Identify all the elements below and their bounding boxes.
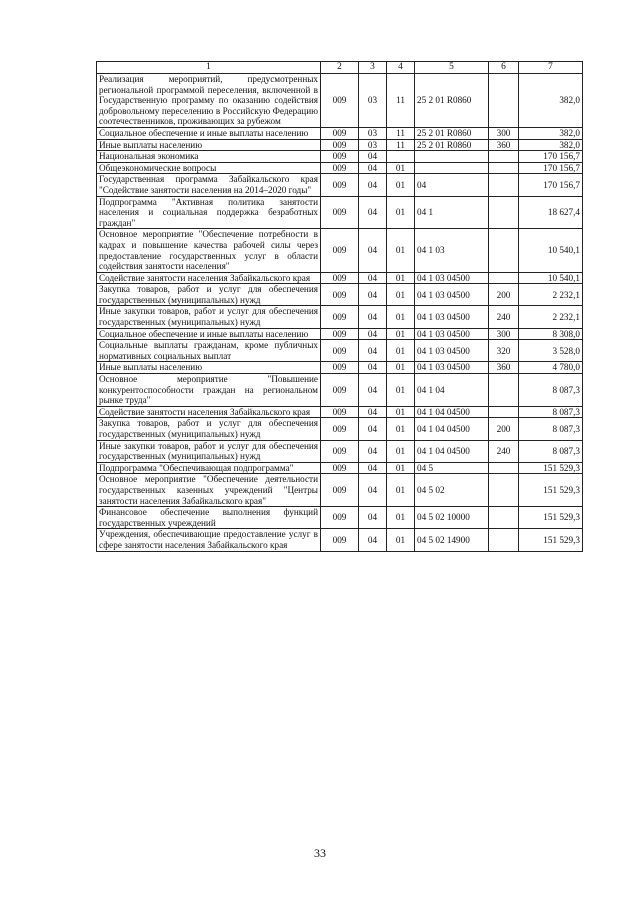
rz-cell: 04	[359, 507, 387, 529]
ved-cell: 009	[321, 174, 359, 196]
row-name-cell: Общеэкономические вопросы	[97, 162, 321, 174]
vr-cell	[489, 229, 519, 272]
csr-cell: 25 2 01 R0860	[415, 139, 489, 151]
pr-cell: 01	[387, 462, 415, 474]
vr-cell: 200	[489, 418, 519, 440]
rz-cell: 04	[359, 151, 387, 163]
csr-cell: 04 5 02	[415, 474, 489, 507]
vr-cell	[489, 74, 519, 128]
pr-cell: 01	[387, 162, 415, 174]
rz-cell: 03	[359, 74, 387, 128]
vr-cell	[489, 374, 519, 407]
ved-cell: 009	[321, 328, 359, 340]
rz-cell: 04	[359, 284, 387, 306]
row-name-cell: Социальное обеспечение и иные выплаты населению	[97, 127, 321, 139]
pr-cell: 01	[387, 406, 415, 418]
vr-cell	[489, 272, 519, 284]
row-name-cell: Закупка товаров, работ и услуг для обеспечения государственных (муниципальных) нужд	[97, 284, 321, 306]
ved-cell: 009	[321, 272, 359, 284]
rz-cell: 04	[359, 362, 387, 374]
row-name-cell: Основное мероприятие "Обеспечение потребности в кадрах и повышение качества рабочей силы через предоставление государственных услуг в области содействия занятости населения"	[97, 229, 321, 272]
col-header-vr: 6	[489, 62, 519, 74]
csr-cell: 04 5 02 10000	[415, 507, 489, 529]
ved-cell: 009	[321, 127, 359, 139]
sum-cell: 170 156,7	[519, 162, 583, 174]
vr-cell: 360	[489, 139, 519, 151]
ved-cell: 009	[321, 362, 359, 374]
sum-cell: 8 087,3	[519, 440, 583, 462]
table-row	[97, 196, 583, 229]
pr-cell: 01	[387, 306, 415, 328]
sum-cell: 382,0	[519, 127, 583, 139]
table-row	[97, 328, 583, 340]
sum-cell: 8 087,3	[519, 418, 583, 440]
col-header-name: 1	[97, 62, 321, 74]
csr-cell: 04 1 04	[415, 374, 489, 407]
table-row	[97, 272, 583, 284]
col-header-sum: 7	[519, 62, 583, 74]
sum-cell: 8 087,3	[519, 406, 583, 418]
col-header-ved: 2	[321, 62, 359, 74]
csr-cell: 25 2 01 R0860	[415, 127, 489, 139]
pr-cell: 01	[387, 272, 415, 284]
csr-cell: 04 1 03 04500	[415, 362, 489, 374]
sum-cell: 382,0	[519, 139, 583, 151]
ved-cell: 009	[321, 196, 359, 229]
pr-cell: 01	[387, 340, 415, 362]
ved-cell: 009	[321, 162, 359, 174]
pr-cell: 01	[387, 418, 415, 440]
pr-cell: 01	[387, 440, 415, 462]
rz-cell: 04	[359, 328, 387, 340]
ved-cell: 009	[321, 139, 359, 151]
ved-cell: 009	[321, 507, 359, 529]
row-name-cell: Подпрограмма "Обеспечивающая подпрограмма"	[97, 462, 321, 474]
rz-cell: 04	[359, 529, 387, 551]
table-row	[97, 374, 583, 407]
row-name-cell: Основное мероприятие "Обеспечение деятельности государственных казенных учреждений "Центры занятости населения Забайкальского края"	[97, 474, 321, 507]
pr-cell: 01	[387, 374, 415, 407]
pr-cell: 11	[387, 127, 415, 139]
pr-cell: 01	[387, 529, 415, 551]
table-row	[97, 507, 583, 529]
vr-cell: 360	[489, 362, 519, 374]
table-row	[97, 340, 583, 362]
ved-cell: 009	[321, 374, 359, 407]
row-name-cell: Учреждения, обеспечивающие предоставление услуг в сфере занятости населения Забайкальского края	[97, 529, 321, 551]
vr-cell	[489, 162, 519, 174]
ved-cell: 009	[321, 306, 359, 328]
row-name-cell: Иные выплаты населению	[97, 139, 321, 151]
row-name-cell: Иные выплаты населению	[97, 362, 321, 374]
rz-cell: 04	[359, 162, 387, 174]
table-row	[97, 406, 583, 418]
ved-cell: 009	[321, 440, 359, 462]
table-row	[97, 151, 583, 163]
pr-cell: 11	[387, 139, 415, 151]
ved-cell: 009	[321, 529, 359, 551]
row-name-cell: Подпрограмма "Активная политика занятости населения и социальная поддержка безработных граждан"	[97, 196, 321, 229]
vr-cell	[489, 462, 519, 474]
rz-cell: 04	[359, 440, 387, 462]
row-name-cell: Основное мероприятие "Повышение конкурентоспособности граждан на региональном рынке труда"	[97, 374, 321, 407]
rz-cell: 04	[359, 374, 387, 407]
col-header-rz: 3	[359, 62, 387, 74]
csr-cell: 04 1 03	[415, 229, 489, 272]
vr-cell	[489, 474, 519, 507]
csr-cell: 04 1 03 04500	[415, 306, 489, 328]
sum-cell: 8 087,3	[519, 374, 583, 407]
ved-cell: 009	[321, 151, 359, 163]
sum-cell: 151 529,3	[519, 474, 583, 507]
sum-cell: 4 780,0	[519, 362, 583, 374]
header-row	[97, 62, 583, 74]
csr-cell	[415, 151, 489, 163]
sum-cell: 151 529,3	[519, 462, 583, 474]
table-row	[97, 529, 583, 551]
sum-cell: 8 308,0	[519, 328, 583, 340]
pr-cell: 01	[387, 174, 415, 196]
table-row	[97, 418, 583, 440]
row-name-cell: Содействие занятости населения Забайкальского края	[97, 272, 321, 284]
rz-cell: 04	[359, 272, 387, 284]
table-row	[97, 474, 583, 507]
table-row	[97, 74, 583, 128]
csr-cell: 04 1 03 04500	[415, 340, 489, 362]
ved-cell: 009	[321, 418, 359, 440]
rz-cell: 03	[359, 127, 387, 139]
sum-cell: 10 540,1	[519, 229, 583, 272]
vr-cell	[489, 151, 519, 163]
csr-cell: 04 1	[415, 196, 489, 229]
row-name-cell: Реализация мероприятий, предусмотренных региональной программой переселения, включенной в Государственную программу по оказанию содействия добровольному переселению в Российскую Федерацию соотечественников, проживающих за рубежом	[97, 74, 321, 128]
row-name-cell: Социальные выплаты гражданам, кроме публичных нормативных социальных выплат	[97, 340, 321, 362]
csr-cell: 04 5	[415, 462, 489, 474]
table-row	[97, 362, 583, 374]
page-number: 33	[314, 846, 326, 860]
rz-cell: 04	[359, 174, 387, 196]
ved-cell: 009	[321, 284, 359, 306]
row-name-cell: Национальная экономика	[97, 151, 321, 163]
csr-cell: 04 1 03 04500	[415, 328, 489, 340]
csr-cell: 04 1 04 04500	[415, 406, 489, 418]
sum-cell: 151 529,3	[519, 507, 583, 529]
pr-cell: 01	[387, 474, 415, 507]
pr-cell: 01	[387, 362, 415, 374]
ved-cell: 009	[321, 74, 359, 128]
sum-cell: 170 156,7	[519, 151, 583, 163]
col-header-pr: 4	[387, 62, 415, 74]
vr-cell: 300	[489, 328, 519, 340]
table-row	[97, 440, 583, 462]
table-row	[97, 127, 583, 139]
rz-cell: 04	[359, 462, 387, 474]
pr-cell: 01	[387, 328, 415, 340]
rz-cell: 04	[359, 196, 387, 229]
vr-cell	[489, 406, 519, 418]
pr-cell: 01	[387, 196, 415, 229]
table-row	[97, 462, 583, 474]
pr-cell	[387, 151, 415, 163]
csr-cell: 04 1 04 04500	[415, 418, 489, 440]
sum-cell: 10 540,1	[519, 272, 583, 284]
row-name-cell: Содействие занятости населения Забайкальского края	[97, 406, 321, 418]
vr-cell: 200	[489, 284, 519, 306]
csr-cell: 25 2 01 R0860	[415, 74, 489, 128]
table-row	[97, 306, 583, 328]
row-name-cell: Финансовое обеспечение выполнения функций государственных учреждений	[97, 507, 321, 529]
sum-cell: 382,0	[519, 74, 583, 128]
rz-cell: 03	[359, 139, 387, 151]
rz-cell: 04	[359, 406, 387, 418]
sum-cell: 2 232,1	[519, 306, 583, 328]
ved-cell: 009	[321, 462, 359, 474]
rz-cell: 04	[359, 418, 387, 440]
table-row	[97, 174, 583, 196]
vr-cell	[489, 196, 519, 229]
table-row	[97, 162, 583, 174]
row-name-cell: Иные закупки товаров, работ и услуг для обеспечения государственных (муниципальных) нужд	[97, 440, 321, 462]
vr-cell	[489, 507, 519, 529]
ved-cell: 009	[321, 229, 359, 272]
table-row	[97, 229, 583, 272]
ved-cell: 009	[321, 406, 359, 418]
rz-cell: 04	[359, 306, 387, 328]
budget-table	[96, 61, 583, 552]
rz-cell: 04	[359, 474, 387, 507]
table-row	[97, 284, 583, 306]
ved-cell: 009	[321, 340, 359, 362]
vr-cell	[489, 174, 519, 196]
sum-cell: 170 156,7	[519, 174, 583, 196]
ved-cell: 009	[321, 474, 359, 507]
pr-cell: 01	[387, 229, 415, 272]
vr-cell	[489, 529, 519, 551]
row-name-cell: Социальное обеспечение и иные выплаты населению	[97, 328, 321, 340]
vr-cell: 300	[489, 127, 519, 139]
sum-cell: 2 232,1	[519, 284, 583, 306]
vr-cell: 240	[489, 440, 519, 462]
vr-cell: 240	[489, 306, 519, 328]
csr-cell: 04 1 04 04500	[415, 440, 489, 462]
pr-cell: 01	[387, 284, 415, 306]
vr-cell: 320	[489, 340, 519, 362]
rz-cell: 04	[359, 340, 387, 362]
row-name-cell: Государственная программа Забайкальского края "Содействие занятости населения на 2014–2020 годы"	[97, 174, 321, 196]
sum-cell: 18 627,4	[519, 196, 583, 229]
pr-cell: 11	[387, 74, 415, 128]
csr-cell: 04 5 02 14900	[415, 529, 489, 551]
csr-cell: 04	[415, 174, 489, 196]
sum-cell: 3 528,0	[519, 340, 583, 362]
csr-cell	[415, 162, 489, 174]
csr-cell: 04 1 03 04500	[415, 284, 489, 306]
sum-cell: 151 529,3	[519, 529, 583, 551]
row-name-cell: Закупка товаров, работ и услуг для обеспечения государственных (муниципальных) нужд	[97, 418, 321, 440]
row-name-cell: Иные закупки товаров, работ и услуг для обеспечения государственных (муниципальных) нужд	[97, 306, 321, 328]
table-row	[97, 139, 583, 151]
pr-cell: 01	[387, 507, 415, 529]
rz-cell: 04	[359, 229, 387, 272]
col-header-csr: 5	[415, 62, 489, 74]
csr-cell: 04 1 03 04500	[415, 272, 489, 284]
